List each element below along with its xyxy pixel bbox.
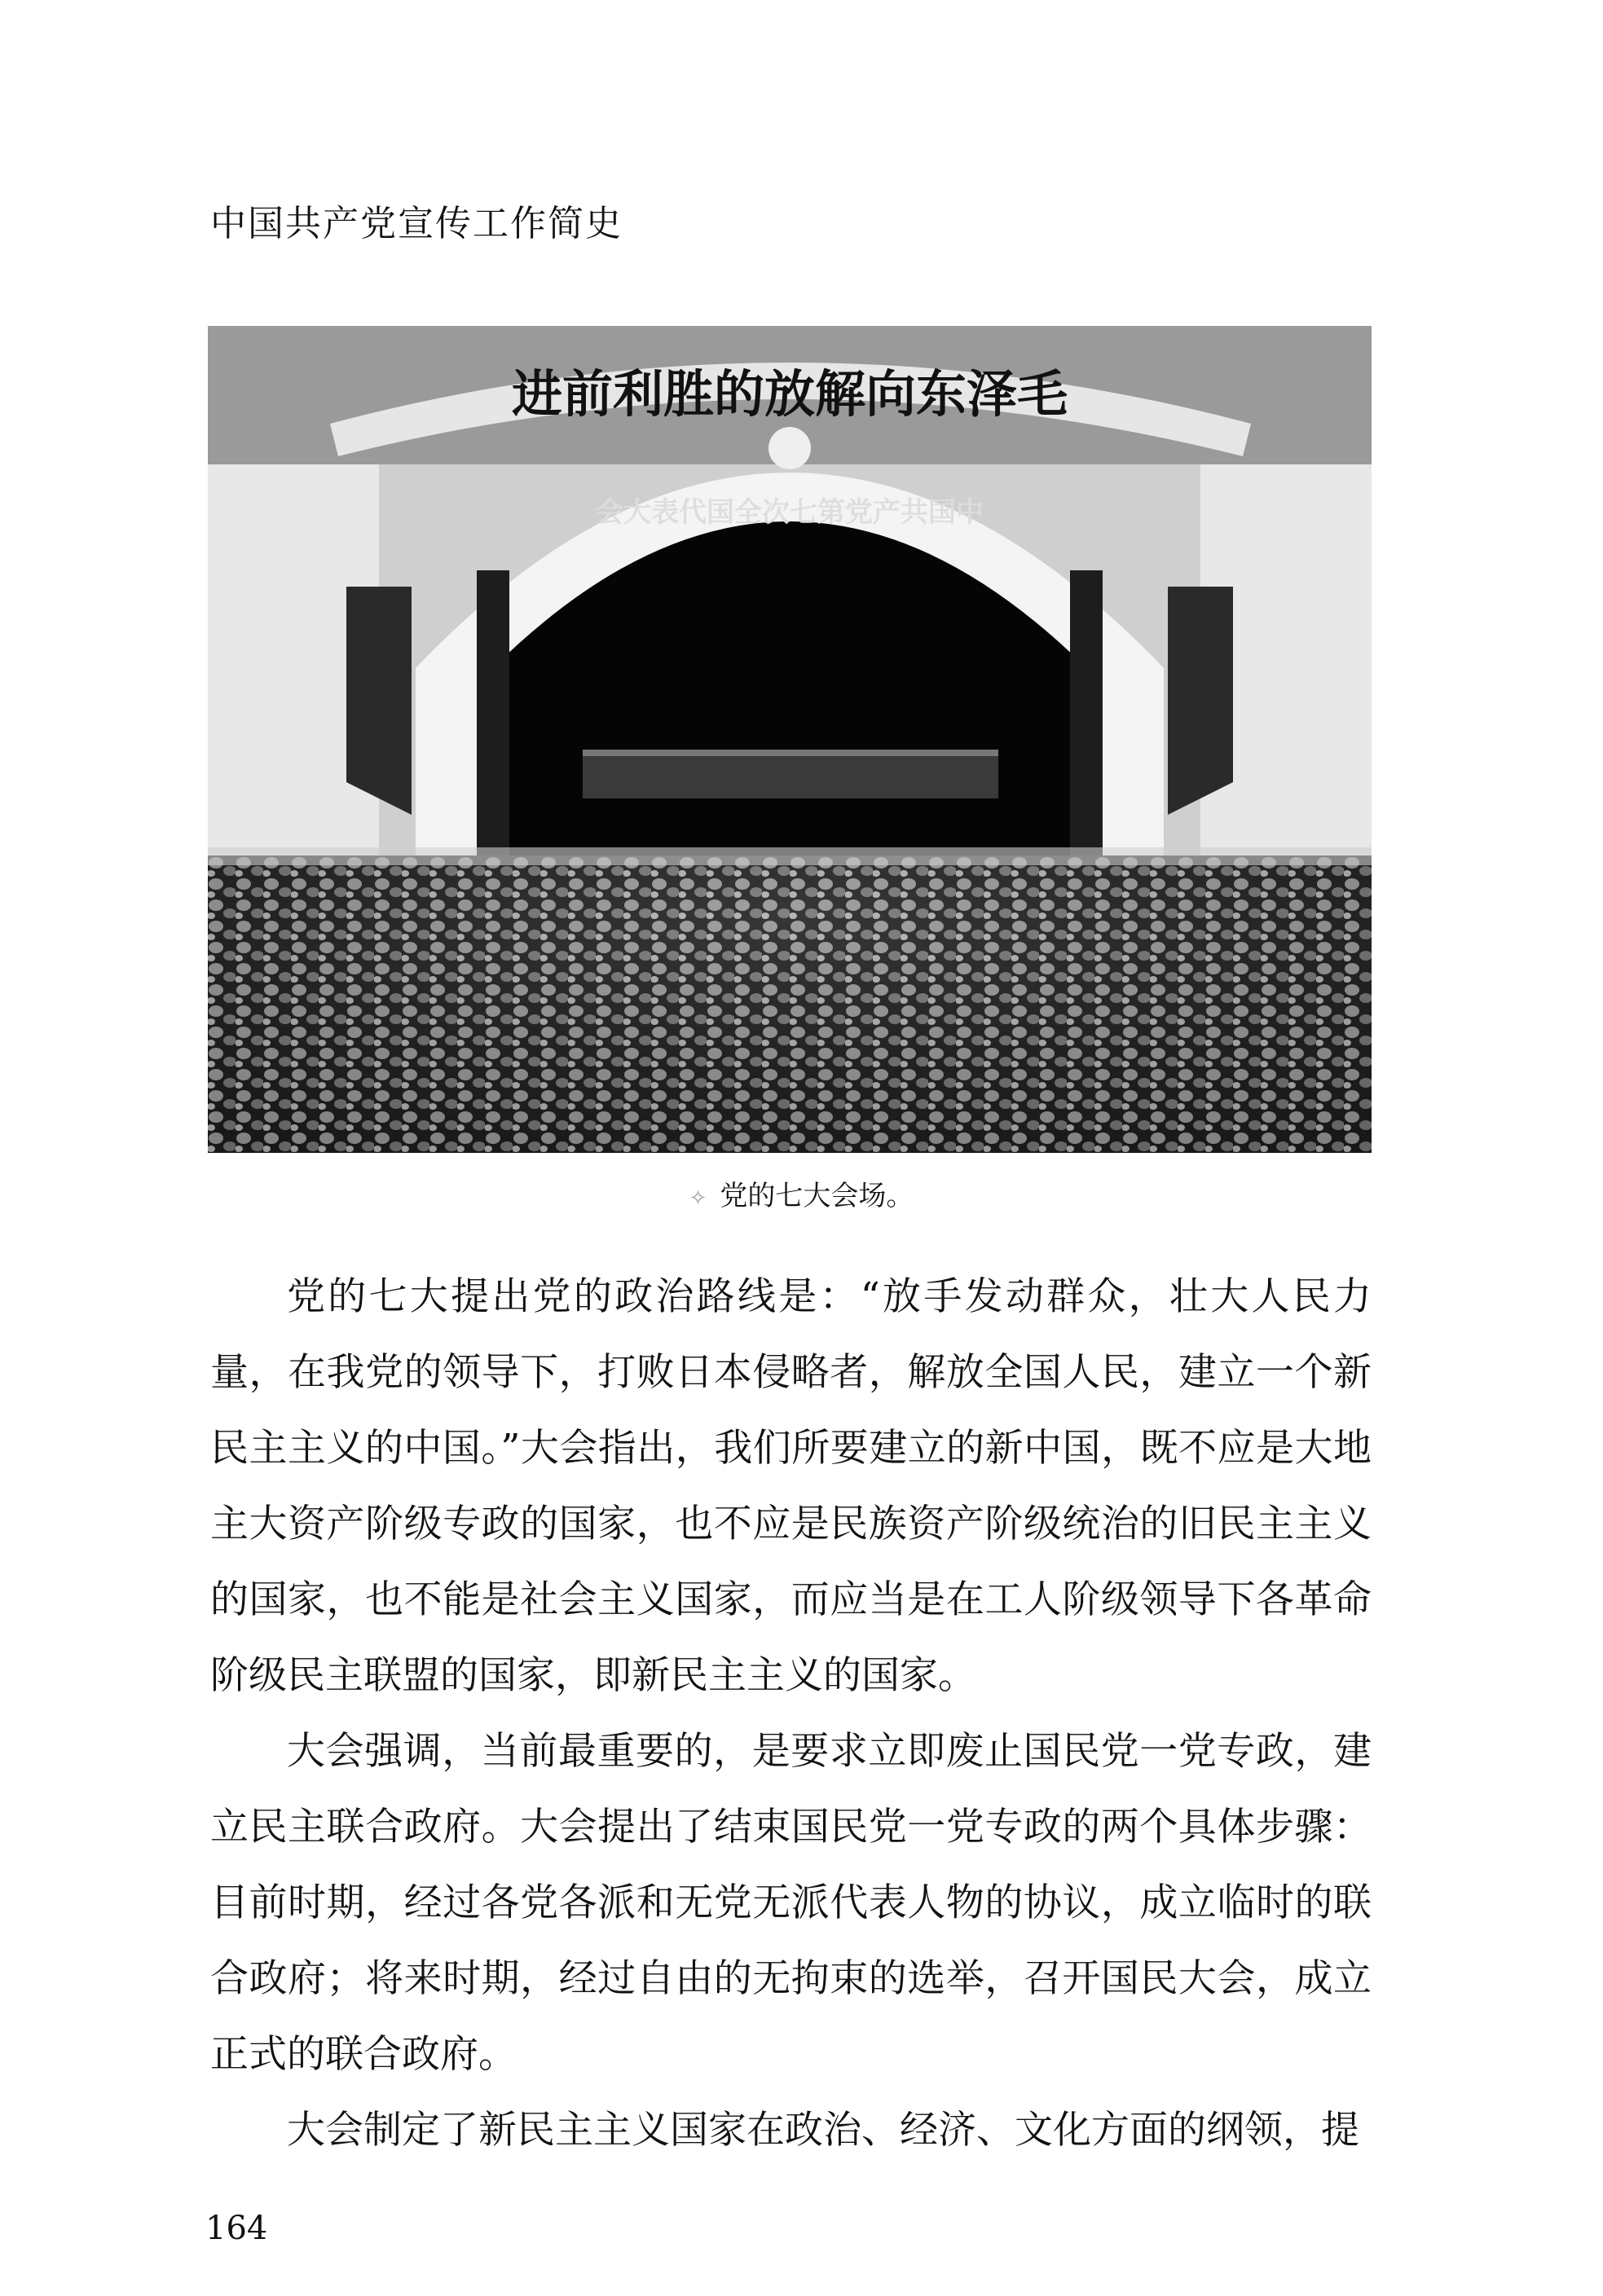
running-head: 中国共产党宣传工作简史: [210, 203, 623, 244]
page-number: 164: [205, 2210, 268, 2247]
caption-text: 党的七大会场。: [720, 1180, 914, 1212]
caption-bullet-icon: ✧: [689, 1186, 707, 1211]
paragraph-3: 大会制定了新民主主义国家在政治、经济、文化方面的纲领，提: [287, 2108, 1359, 2153]
paragraph-2: 大会强调，当前最重要的，是要求立即废止国民党一党专政，建立民主联合政府。大会提出了结束国民党一党专政的两个具体步骤：目前时期，经过各党各派和无党无派代表人物的协议，成立临时的联合政府；将来时期，经过自由的无拘束的选举，召开国民大会，成立正式的联合政府。: [210, 1729, 1372, 2077]
body-text: [210, 1259, 1372, 2168]
figure-caption: [0, 1173, 1603, 1213]
paragraph-1: 党的七大提出党的政治路线是：“放手发动群众，壮大人民力量，在我党的领导下，打败日本侵略者，解放全国人民，建立一个新民主主义的中国。”大会指出，我们所要建立的新中国，既不应是大地主大资产阶级专政的国家，也不应是民族资产阶级统治的旧民主主义的国家，也不能是社会主义国家，而应当是在工人阶级领导下各革命阶级民主联盟的国家，即新民主主义的国家。: [210, 1274, 1372, 1698]
banner-text: 进前利胜的放解向东泽毛: [511, 364, 1068, 424]
stage-banner-text: 会大表代国全次七第党产共国中: [596, 496, 984, 529]
congress-hall-photo: [208, 326, 1372, 1153]
